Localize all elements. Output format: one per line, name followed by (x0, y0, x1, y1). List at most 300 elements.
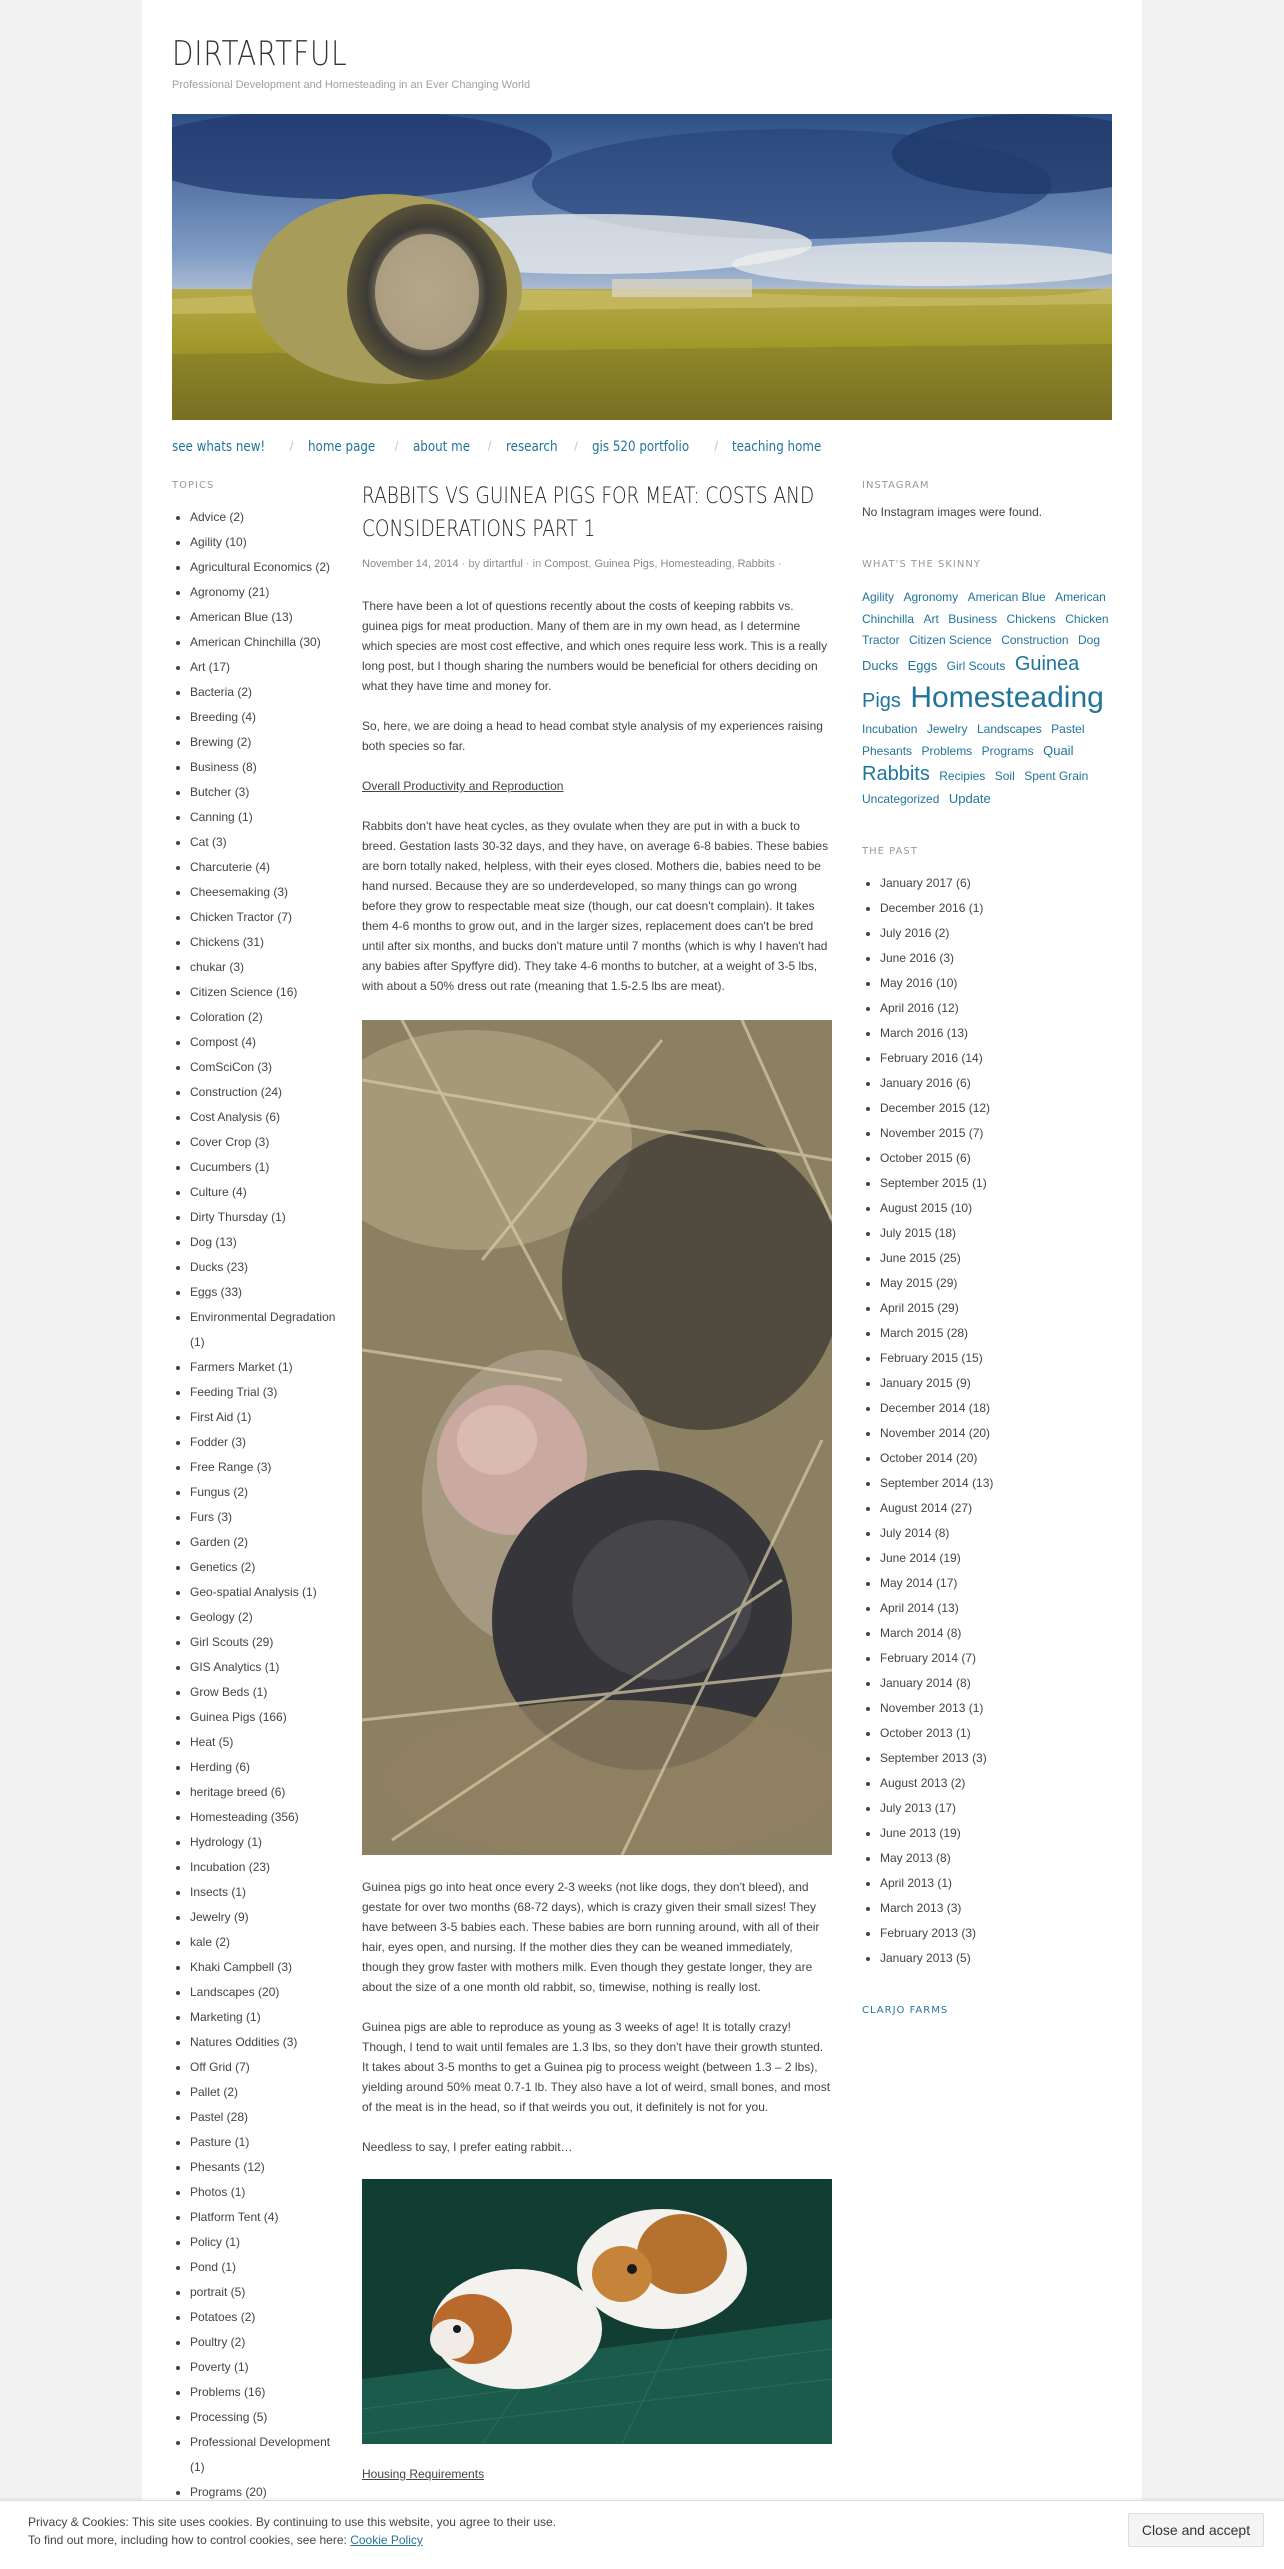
topic-item[interactable] (190, 730, 342, 755)
archive-link[interactable]: August 2015 (10) (880, 1201, 973, 1216)
topic-link[interactable]: GIS Analytics (1) (190, 1660, 280, 1674)
site-title[interactable]: DIRTARTFUL (172, 34, 348, 74)
topic-link[interactable]: Free Range (3) (190, 1460, 272, 1474)
topic-link[interactable]: Poverty (1) (190, 2360, 249, 2374)
topic-link[interactable]: Pond (1) (190, 2260, 237, 2274)
topic-item[interactable] (190, 555, 342, 580)
close-and-accept-button[interactable]: Close and accept (1128, 2513, 1264, 2547)
archive-item[interactable] (880, 871, 1112, 896)
archive-link[interactable]: April 2016 (12) (880, 1001, 959, 1016)
archive-item[interactable] (880, 1096, 1112, 1121)
nav-see-whats-new[interactable]: see whats new! (172, 439, 266, 455)
topic-link[interactable]: Platform Tent (4) (190, 2210, 279, 2224)
archive-link[interactable]: October 2014 (20) (880, 1451, 978, 1466)
topic-item[interactable] (190, 1830, 342, 1855)
topic-item[interactable] (190, 505, 342, 530)
archive-link[interactable]: June 2016 (3) (880, 951, 955, 966)
archive-link[interactable]: March 2013 (3) (880, 1901, 962, 1916)
tag-link[interactable]: Landscapes (976, 722, 1042, 737)
topic-link[interactable]: Advice (2) (190, 510, 245, 524)
topic-link[interactable]: Cucumbers (1) (190, 1160, 270, 1174)
topic-item[interactable] (190, 830, 342, 855)
topic-item[interactable] (190, 1030, 342, 1055)
topic-link[interactable]: Agricultural Economics (2) (190, 560, 331, 574)
topic-link[interactable]: Phesants (12) (190, 2160, 265, 2174)
archive-link[interactable]: August 2013 (2) (880, 1776, 966, 1791)
archive-item[interactable] (880, 1671, 1112, 1696)
topic-link[interactable]: Compost (4) (190, 1035, 257, 1049)
topic-item[interactable] (190, 2330, 342, 2355)
page (142, 0, 1142, 2568)
topic-item[interactable] (190, 1105, 342, 1130)
topic-item[interactable] (190, 980, 342, 1005)
archive-link[interactable]: September 2014 (13) (880, 1476, 994, 1491)
topic-item[interactable] (190, 680, 342, 705)
topic-item[interactable] (190, 1805, 342, 1830)
tag-link[interactable]: Agility (862, 590, 895, 604)
topic-link[interactable]: Dirty Thursday (1) (190, 1210, 286, 1224)
tag-link[interactable]: Agronomy (903, 590, 959, 604)
topic-item[interactable] (190, 855, 342, 880)
topic-item[interactable] (190, 2355, 342, 2380)
topic-item[interactable] (190, 1130, 342, 1155)
topic-item[interactable] (190, 2180, 342, 2205)
topic-link[interactable]: Breeding (4) (190, 710, 257, 724)
topic-link[interactable]: Photos (1) (190, 2185, 246, 2199)
baby-rabbits-photo[interactable] (362, 1020, 832, 1855)
clarjo-farms-link[interactable]: CLARJO FARMS (862, 2005, 949, 2017)
topics-widget-title: TOPICS (172, 480, 215, 491)
topic-item[interactable] (190, 1255, 342, 1280)
topic-item[interactable] (190, 1280, 342, 1305)
archive-item[interactable] (880, 1896, 1112, 1921)
topic-link[interactable]: Coloration (2) (190, 1010, 263, 1024)
topic-item[interactable] (190, 2155, 342, 2180)
topic-link[interactable]: Professional Development (1) (190, 2435, 331, 2474)
archive-item[interactable] (880, 1771, 1112, 1796)
tag-link[interactable]: Ducks (862, 657, 899, 673)
archive-link[interactable]: July 2014 (8) (880, 1526, 950, 1541)
topic-item[interactable] (190, 930, 342, 955)
topic-link[interactable]: Cost Analysis (6) (190, 1110, 281, 1124)
topic-link[interactable]: Ducks (23) (190, 1260, 249, 1274)
tag-link[interactable]: Update (948, 791, 991, 807)
topic-link[interactable]: Farmers Market (1) (190, 1360, 293, 1374)
topic-link[interactable]: Butcher (3) (190, 785, 250, 799)
archive-link[interactable]: January 2013 (5) (880, 1951, 971, 1966)
post-author-link[interactable]: dirtartful (483, 558, 523, 570)
tag-link[interactable]: Art (923, 611, 939, 626)
archive-link[interactable]: March 2014 (8) (880, 1626, 962, 1641)
topic-link[interactable]: Herding (6) (190, 1760, 251, 1774)
topic-link[interactable]: Cheesemaking (3) (190, 885, 289, 899)
tag-link[interactable]: Citizen Science (909, 633, 992, 648)
topic-link[interactable]: Geo-spatial Analysis (1) (190, 1585, 317, 1599)
archive-link[interactable]: May 2015 (29) (880, 1276, 958, 1291)
topic-item[interactable] (190, 955, 342, 980)
archive-item[interactable] (880, 1721, 1112, 1746)
topic-item[interactable] (190, 1530, 342, 1555)
archive-item[interactable] (880, 1496, 1112, 1521)
archive-link[interactable]: March 2015 (28) (880, 1326, 969, 1341)
archive-link[interactable]: January 2016 (6) (880, 1076, 971, 1091)
archive-item[interactable] (880, 1746, 1112, 1771)
topic-link[interactable]: Homesteading (356) (190, 1810, 299, 1824)
topic-item[interactable] (190, 1605, 342, 1630)
topic-link[interactable]: Canning (1) (190, 810, 253, 824)
topic-item[interactable] (190, 780, 342, 805)
nav-research[interactable]: research (505, 439, 558, 455)
topic-item[interactable] (190, 1580, 342, 1605)
topic-item[interactable] (190, 1380, 342, 1405)
topic-item[interactable] (190, 2055, 342, 2080)
topic-item[interactable] (190, 2030, 342, 2055)
tag-link[interactable]: Rabbits (862, 763, 930, 786)
archive-item[interactable] (880, 921, 1112, 946)
archive-link[interactable]: February 2014 (7) (880, 1651, 977, 1666)
archive-link[interactable]: February 2015 (15) (880, 1351, 983, 1366)
archive-item[interactable] (880, 1446, 1112, 1471)
post-date-link[interactable]: November 14, 2014 (362, 558, 459, 570)
archive-link[interactable]: January 2015 (9) (880, 1376, 971, 1391)
tag-link[interactable]: Chicken Tractor (862, 611, 1109, 648)
archive-item[interactable] (880, 1371, 1112, 1396)
topic-item[interactable] (190, 1005, 342, 1030)
topic-link[interactable]: Incubation (23) (190, 1860, 271, 1874)
topic-link[interactable]: Girl Scouts (29) (190, 1635, 274, 1649)
topic-link[interactable]: Cat (3) (190, 835, 227, 849)
cookie-text (28, 2513, 556, 2549)
topic-item[interactable] (190, 2305, 342, 2330)
guinea-pigs-photo[interactable] (362, 2179, 832, 2444)
tag-link[interactable]: Spent Grain (1024, 769, 1089, 784)
topic-link[interactable]: American Chinchilla (30) (190, 635, 321, 649)
topic-link[interactable]: Furs (3) (190, 1510, 232, 1524)
archive-link[interactable]: December 2015 (12) (880, 1101, 991, 1116)
archive-link[interactable]: February 2016 (14) (880, 1051, 983, 1066)
archive-link[interactable]: April 2014 (13) (880, 1601, 959, 1616)
tag-link[interactable]: Uncategorized (862, 792, 940, 807)
archive-item[interactable] (880, 1296, 1112, 1321)
topic-item[interactable] (190, 1555, 342, 1580)
topic-link[interactable]: Jewelry (9) (190, 1910, 249, 1924)
archive-link[interactable]: January 2014 (8) (880, 1676, 971, 1691)
archive-link[interactable]: July 2013 (17) (880, 1801, 957, 1816)
topic-item[interactable] (190, 1705, 342, 1730)
archive-link[interactable]: June 2013 (19) (880, 1826, 961, 1841)
topic-link[interactable]: Chicken Tractor (7) (190, 910, 293, 924)
topic-link[interactable]: Fungus (2) (190, 1485, 249, 1499)
topic-item[interactable] (190, 755, 342, 780)
archive-link[interactable]: August 2014 (27) (880, 1501, 973, 1516)
topic-item[interactable] (190, 805, 342, 830)
archive-item[interactable] (880, 1346, 1112, 1371)
archive-item[interactable] (880, 896, 1112, 921)
topic-item[interactable] (190, 2380, 342, 2405)
archive-item[interactable] (880, 946, 1112, 971)
topic-item[interactable] (190, 1930, 342, 1955)
tag-link[interactable]: Homesteading (910, 680, 1104, 714)
tag-link[interactable]: Construction (1001, 633, 1069, 648)
tag-link[interactable]: American Blue (967, 590, 1046, 604)
archive-item[interactable] (880, 1021, 1112, 1046)
archive-link[interactable]: September 2013 (3) (880, 1751, 987, 1766)
post-by-label: by (468, 558, 481, 570)
tag-link[interactable]: Guinea Pigs (862, 652, 1080, 712)
archive-link[interactable]: April 2015 (29) (880, 1301, 959, 1316)
archive-item[interactable] (880, 1846, 1112, 1871)
category-link[interactable]: Guinea Pigs (594, 558, 655, 570)
archive-item[interactable] (880, 1696, 1112, 1721)
tag-link[interactable]: Soil (994, 769, 1015, 784)
topic-link[interactable]: Processing (5) (190, 2410, 268, 2424)
topic-link[interactable]: Agility (10) (190, 535, 247, 549)
archive-item[interactable] (880, 1871, 1112, 1896)
archive-link[interactable]: July 2016 (2) (880, 926, 950, 941)
topic-item[interactable] (190, 2430, 342, 2480)
topic-link[interactable]: Programs (20) (190, 2485, 267, 2499)
topic-link[interactable]: Khaki Campbell (3) (190, 1960, 293, 1974)
tag-link[interactable]: Girl Scouts (946, 658, 1006, 673)
archive-item[interactable] (880, 1271, 1112, 1296)
tag-link[interactable]: Eggs (907, 657, 938, 673)
topic-item[interactable] (190, 2005, 342, 2030)
topic-link[interactable]: Garden (2) (190, 1535, 249, 1549)
topic-item[interactable] (190, 1780, 342, 1805)
archive-link[interactable]: July 2015 (18) (880, 1226, 957, 1241)
topic-link[interactable]: Pastel (28) (190, 2110, 249, 2124)
archive-item[interactable] (880, 1596, 1112, 1621)
post-paragraph: Guinea pigs go into heat once every 2-3 weeks (not like dogs, they don't bleed), and gestate for over two months (68-72 days), which is crazy given their small sizes! They have between 3-5 babies each. These babies are born running around, with all of their hair, eyes open, and nursing. If the mother dies they can be weaned immediately, though they grow faster with mothers milk. Even though they gestate longer, they are about the size of a one month old rabbit, so, timewise, nothing is really lost. (362, 1880, 820, 1994)
nav-teaching-home[interactable]: teaching home (732, 439, 822, 455)
topic-link[interactable]: Potatoes (2) (190, 2310, 256, 2324)
topic-link[interactable]: Problems (16) (190, 2385, 266, 2399)
tag-link[interactable]: Pastel (1051, 722, 1085, 737)
topic-link[interactable]: chukar (3) (190, 960, 245, 974)
archive-item[interactable] (880, 1321, 1112, 1346)
topic-link[interactable]: Poultry (2) (190, 2335, 246, 2349)
topic-item[interactable] (190, 1730, 342, 1755)
topic-link[interactable]: Landscapes (20) (190, 1985, 280, 1999)
topic-link[interactable]: Fodder (3) (190, 1435, 247, 1449)
nav-gis-520-portfolio[interactable]: gis 520 portfolio (592, 439, 690, 455)
topic-item[interactable] (190, 1055, 342, 1080)
topic-link[interactable]: Grow Beds (1) (190, 1685, 268, 1699)
archive-link[interactable]: March 2016 (13) (880, 1026, 969, 1041)
topic-item[interactable] (190, 1180, 342, 1205)
tag-link[interactable]: Problems (921, 743, 973, 758)
archive-item[interactable] (880, 1221, 1112, 1246)
archive-link[interactable]: April 2013 (1) (880, 1876, 953, 1891)
archive-item[interactable] (880, 1071, 1112, 1096)
topic-item[interactable] (190, 880, 342, 905)
topic-link[interactable]: Agronomy (21) (190, 585, 270, 599)
topic-link[interactable]: Off Grid (7) (190, 2060, 250, 2074)
topic-link[interactable]: Eggs (33) (190, 1285, 243, 1299)
topic-link[interactable]: Geology (2) (190, 1610, 253, 1624)
topic-item[interactable] (190, 905, 342, 930)
topic-item[interactable] (190, 2405, 342, 2430)
topic-item[interactable] (190, 1230, 342, 1255)
nav-home-page[interactable]: home page (307, 439, 375, 455)
tag-link[interactable]: Dog (1078, 633, 1101, 648)
topic-link[interactable]: Policy (1) (190, 2235, 241, 2249)
topic-item[interactable] (190, 1855, 342, 1880)
topic-link[interactable]: Natures Oddities (3) (190, 2035, 298, 2049)
archive-item[interactable] (880, 1796, 1112, 1821)
topic-item[interactable] (190, 655, 342, 680)
category-link[interactable]: Homesteading (660, 558, 732, 570)
topic-link[interactable]: Guinea Pigs (166) (190, 1710, 287, 1724)
tag-link[interactable]: Jewelry (926, 722, 968, 737)
archive-item[interactable] (880, 1521, 1112, 1546)
topic-item[interactable] (190, 1430, 342, 1455)
tag-link[interactable]: Chickens (1006, 611, 1056, 626)
tag-link[interactable]: Phesants (862, 743, 913, 758)
topic-link[interactable]: Feeding Trial (3) (190, 1385, 278, 1399)
topic-link[interactable]: Art (17) (190, 660, 231, 674)
archive-item[interactable] (880, 996, 1112, 1021)
topic-item[interactable] (190, 1155, 342, 1180)
archive-link[interactable]: June 2014 (19) (880, 1551, 961, 1566)
topic-item[interactable] (190, 2205, 342, 2230)
archive-item[interactable] (880, 1946, 1112, 1971)
topic-link[interactable]: portrait (5) (190, 2285, 246, 2299)
topic-item[interactable] (190, 1880, 342, 1905)
meta-separator: · (525, 558, 533, 570)
archive-link[interactable]: November 2013 (1) (880, 1701, 984, 1716)
archive-link[interactable]: October 2013 (1) (880, 1726, 971, 1741)
topic-item[interactable] (190, 1480, 342, 1505)
nav-about-me[interactable]: about me (412, 439, 470, 455)
archive-item[interactable] (880, 1121, 1112, 1146)
topic-link[interactable]: Business (8) (190, 760, 257, 774)
topic-link[interactable]: heritage breed (6) (190, 1785, 286, 1799)
topic-item[interactable] (190, 630, 342, 655)
archive-link[interactable]: June 2015 (25) (880, 1251, 961, 1266)
topic-link[interactable]: ComSciCon (3) (190, 1060, 273, 1074)
archive-link[interactable]: May 2016 (10) (880, 976, 958, 991)
tag-link[interactable]: Programs (981, 743, 1034, 758)
archive-item[interactable] (880, 1821, 1112, 1846)
topic-item[interactable] (190, 2105, 342, 2130)
archive-item[interactable] (880, 1571, 1112, 1596)
post-meta: November 14, 2014 · by dirtartful · in Compost, Guinea Pigs, Homesteading, Rabbits · (362, 558, 782, 570)
archive-link[interactable]: December 2014 (18) (880, 1401, 991, 1416)
archive-item[interactable] (880, 1246, 1112, 1271)
topic-link[interactable]: Cover Crop (3) (190, 1135, 270, 1149)
topic-item[interactable] (190, 1630, 342, 1655)
topic-item[interactable] (190, 1355, 342, 1380)
archive-item[interactable] (880, 1396, 1112, 1421)
topic-link[interactable]: Marketing (1) (190, 2010, 261, 2024)
archive-item[interactable] (880, 1646, 1112, 1671)
archive-link[interactable]: September 2015 (1) (880, 1176, 987, 1191)
topic-item[interactable] (190, 2130, 342, 2155)
archive-item[interactable] (880, 1421, 1112, 1446)
topic-item[interactable] (190, 1205, 342, 1230)
topic-link[interactable]: Chickens (31) (190, 935, 265, 949)
topic-item[interactable] (190, 1755, 342, 1780)
archive-item[interactable] (880, 971, 1112, 996)
cookie-policy-link[interactable]: Cookie Policy (350, 2533, 423, 2547)
topic-item[interactable] (190, 580, 342, 605)
topic-item[interactable] (190, 530, 342, 555)
topic-link[interactable]: Pasture (1) (190, 2135, 250, 2149)
archive-item[interactable] (880, 1146, 1112, 1171)
post-title[interactable]: RABBITS VS GUINEA PIGS FOR MEAT: COSTS AND CONSIDERATIONS PART 1 (362, 484, 815, 542)
topic-item[interactable] (190, 1905, 342, 1930)
topic-link[interactable]: Insects (1) (190, 1885, 247, 1899)
category-link[interactable]: Compost (544, 558, 589, 570)
topic-link[interactable]: Hydrology (1) (190, 1835, 263, 1849)
topic-item[interactable] (190, 1955, 342, 1980)
topic-item[interactable] (190, 1505, 342, 1530)
topic-item[interactable] (190, 705, 342, 730)
topic-link[interactable]: Bacteria (2) (190, 685, 253, 699)
topic-link[interactable]: American Blue (13) (190, 610, 293, 624)
topic-item[interactable] (190, 1405, 342, 1430)
topic-link[interactable]: Brewing (2) (190, 735, 252, 749)
archive-link[interactable]: December 2016 (1) (880, 901, 984, 916)
tag-link[interactable]: Recipies (939, 769, 986, 784)
topic-item[interactable] (190, 1080, 342, 1105)
topic-item[interactable] (190, 2080, 342, 2105)
category-link[interactable]: Rabbits (737, 558, 775, 570)
topic-item[interactable] (190, 1655, 342, 1680)
topic-item[interactable] (190, 1680, 342, 1705)
tag-link[interactable]: Business (948, 611, 997, 626)
post-paragraph: Guinea pigs are able to reproduce as young as 3 weeks of age! It is totally crazy! Though, I tend to wait until females are 1.3 lbs, so they don't have their growth stunted. It takes about 3-5 months to get a Guinea pig to process weight (between 1.3 – 2 lbs), yielding around 50% meat 0.7-1 lb. They also have a lot of weird, small bones, and most of the meat is in the head, so if that weirds you out, it definitely is not for you. (362, 2020, 831, 2114)
topic-item[interactable] (190, 2280, 342, 2305)
topic-link[interactable]: kale (2) (190, 1935, 231, 1949)
topic-item[interactable] (190, 2255, 342, 2280)
topic-link[interactable]: Heat (5) (190, 1735, 234, 1749)
topic-link[interactable]: First Aid (1) (190, 1410, 252, 1424)
archive-item[interactable] (880, 1471, 1112, 1496)
topic-link[interactable]: Charcuterie (4) (190, 860, 271, 874)
tag-link[interactable]: Incubation (862, 722, 918, 737)
tag-link[interactable]: Quail (1043, 742, 1074, 758)
archive-item[interactable] (880, 1196, 1112, 1221)
tag-link[interactable]: American Chinchilla (862, 590, 1106, 626)
archive-link[interactable]: February 2013 (3) (880, 1926, 977, 1941)
topic-link[interactable]: Genetics (2) (190, 1560, 256, 1574)
archive-link[interactable]: May 2013 (8) (880, 1851, 951, 1866)
topic-item[interactable] (190, 605, 342, 630)
archive-item[interactable] (880, 1046, 1112, 1071)
topic-link[interactable]: Pallet (2) (190, 2085, 239, 2099)
archive-item[interactable] (880, 1621, 1112, 1646)
topic-link[interactable]: Dog (13) (190, 1235, 237, 1249)
topic-item[interactable] (190, 2230, 342, 2255)
topic-item[interactable] (190, 1455, 342, 1480)
archive-item[interactable] (880, 1546, 1112, 1571)
archive-link[interactable]: January 2017 (6) (880, 876, 971, 891)
archive-link[interactable]: November 2015 (7) (880, 1126, 984, 1141)
topic-item[interactable] (190, 1305, 342, 1355)
archive-link[interactable]: May 2014 (17) (880, 1576, 958, 1591)
archive-link[interactable]: October 2015 (6) (880, 1151, 971, 1166)
topic-item[interactable] (190, 1980, 342, 2005)
topic-link[interactable]: Citizen Science (16) (190, 985, 298, 999)
archive-item[interactable] (880, 1921, 1112, 1946)
archive-item[interactable] (880, 1171, 1112, 1196)
topic-link[interactable]: Environmental Degradation (1) (190, 1310, 336, 1349)
topic-link[interactable]: Culture (4) (190, 1185, 247, 1199)
archive-link[interactable]: November 2014 (20) (880, 1426, 991, 1441)
topic-link[interactable]: Construction (24) (190, 1085, 283, 1099)
